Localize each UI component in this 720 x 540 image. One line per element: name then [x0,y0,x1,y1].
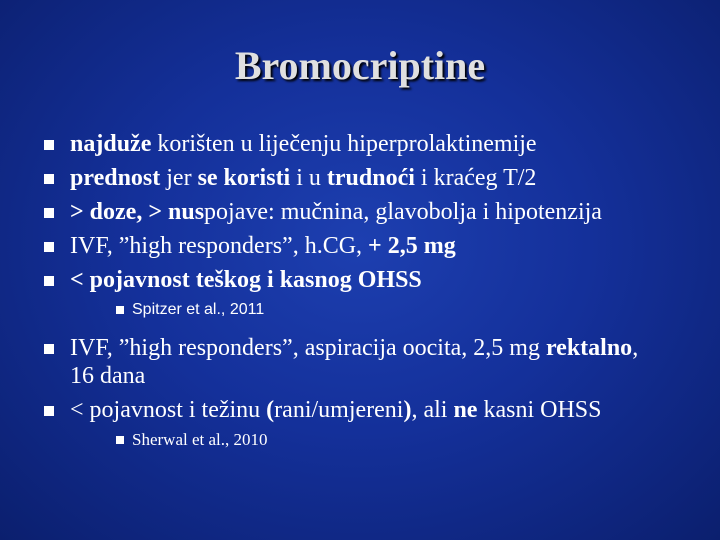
bullet-text: < pojavnost i težinu [70,397,267,423]
slide-title: Bromocriptine [234,43,486,88]
bullet-text-bold: ( [266,397,275,423]
square-bullet-icon [44,344,54,354]
bullet-text: i u [290,165,327,191]
bullet-text-bold: rektalno [545,335,633,361]
square-bullet-icon [116,306,124,314]
bullet-item-4 [40,232,640,260]
bullet-item-3 [40,198,640,226]
bullet-text: rani/umjereni [274,397,404,423]
bullet-text: i kraćeg T/2 [414,165,537,191]
bullet-text: pojave: mučnina, glavobolja i hipotenzija [204,199,602,225]
square-bullet-icon [44,276,54,286]
bullet-list [40,130,640,464]
square-bullet-icon [44,208,54,218]
bullet-text-bold: najduže [70,131,152,157]
square-bullet-icon [44,174,54,184]
bullet-text: kasni OHSS [477,397,602,423]
bullet-text-bold: < pojavnost teškog i kasnog OHSS [70,267,422,293]
square-bullet-icon [116,436,124,444]
citation-text: Sherwal et al., 2010 [132,430,268,449]
bullet-item-6 [40,334,640,390]
bullet-text: , ali [411,397,454,423]
citation-item-1 [40,300,640,320]
bullet-item-7 [40,396,640,424]
citation-item-2 [40,430,640,450]
bullet-text: korišten u liječenju hiperprolaktinemije [151,131,537,157]
bullet-text-bold: trudnoći [326,165,415,191]
bullet-item-2 [40,164,640,192]
bullet-item-1 [40,130,640,158]
square-bullet-icon [44,140,54,150]
square-bullet-icon [44,242,54,252]
bullet-text: , 16 dana [70,335,639,389]
bullet-text-bold: + 2,5 mg [368,233,456,259]
bullet-text-bold: se koristi [197,165,291,191]
bullet-text-bold: ) [403,397,412,423]
bullet-text: IVF, ”high responders”, aspiracija oocita, 2,5 mg [70,335,546,361]
bullet-text: jer [160,165,198,191]
bullet-text-bold: ne [453,397,478,423]
bullet-text-bold: > doze, > nus [70,199,205,225]
bullet-text-bold: prednost [70,165,161,191]
bullet-item-5 [40,266,640,294]
square-bullet-icon [44,406,54,416]
citation-text: Spitzer et al., 2011 [132,301,265,318]
bullet-text: IVF, ”high responders”, h.CG, [70,233,369,259]
